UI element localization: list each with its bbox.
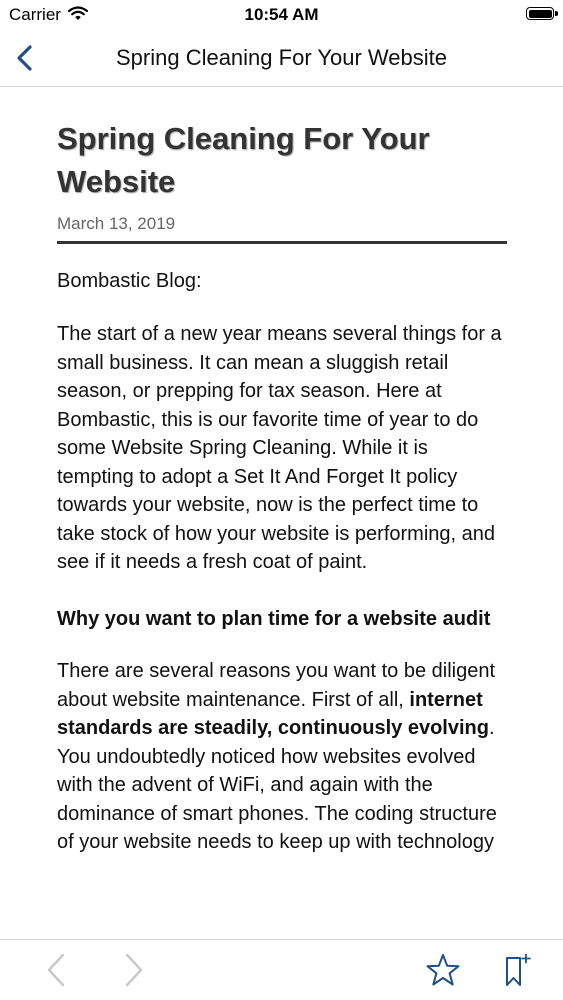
status-bar bbox=[0, 0, 563, 30]
back-arrow-icon bbox=[38, 952, 74, 988]
chevron-left-icon bbox=[8, 36, 48, 80]
favorite-button[interactable] bbox=[425, 952, 461, 988]
status-time: 10:54 AM bbox=[244, 5, 319, 24]
paragraph-text: . You undoubtedly noticed how websites evolved with the advent of WiFi, and again with the dominance of smart phones. The coding structure of your website needs to keep up with technology bbox=[57, 717, 497, 853]
section-heading: Why you want to plan time for a website audit bbox=[57, 607, 491, 630]
nav-title: Spring Cleaning For Your Website bbox=[115, 45, 447, 70]
article-byline: Bombastic Blog: bbox=[57, 270, 202, 292]
article-paragraph bbox=[57, 657, 507, 857]
back-button[interactable] bbox=[8, 36, 48, 80]
star-icon bbox=[425, 952, 461, 988]
article-date: March 13, 2019 bbox=[57, 214, 176, 233]
article-paragraph: The start of a new year means several things for a small business. It can mean a sluggish retail season, or prepping for tax season. Here at Bombastic, this is our favorite time of year to do some Website Spring Cleaning. While it is tempting to adopt a Set It And Forget It policy towards your website, now is the perfect time to take stock of how your website is performing, and see if it needs a fresh coat of paint. bbox=[57, 323, 502, 573]
carrier-label: Carrier bbox=[9, 5, 61, 24]
add-bookmark-button[interactable] bbox=[499, 952, 535, 988]
title-divider bbox=[57, 241, 507, 244]
article-title: Spring Cleaning For Your Website bbox=[57, 121, 430, 199]
article-content[interactable] bbox=[0, 87, 563, 939]
battery-icon bbox=[526, 7, 554, 20]
paragraph-emphasis: internet standards are steadily, continuously evolving bbox=[57, 688, 489, 739]
next-article-button[interactable] bbox=[116, 952, 152, 988]
navigation-bar bbox=[0, 30, 563, 87]
bottom-toolbar bbox=[0, 939, 563, 1000]
article bbox=[57, 87, 507, 857]
add-bookmark-icon bbox=[499, 952, 535, 988]
forward-arrow-icon bbox=[116, 952, 152, 988]
previous-article-button[interactable] bbox=[38, 952, 74, 988]
paragraph-text: There are several reasons you want to be diligent about website maintenance. First of all, bbox=[57, 660, 496, 711]
